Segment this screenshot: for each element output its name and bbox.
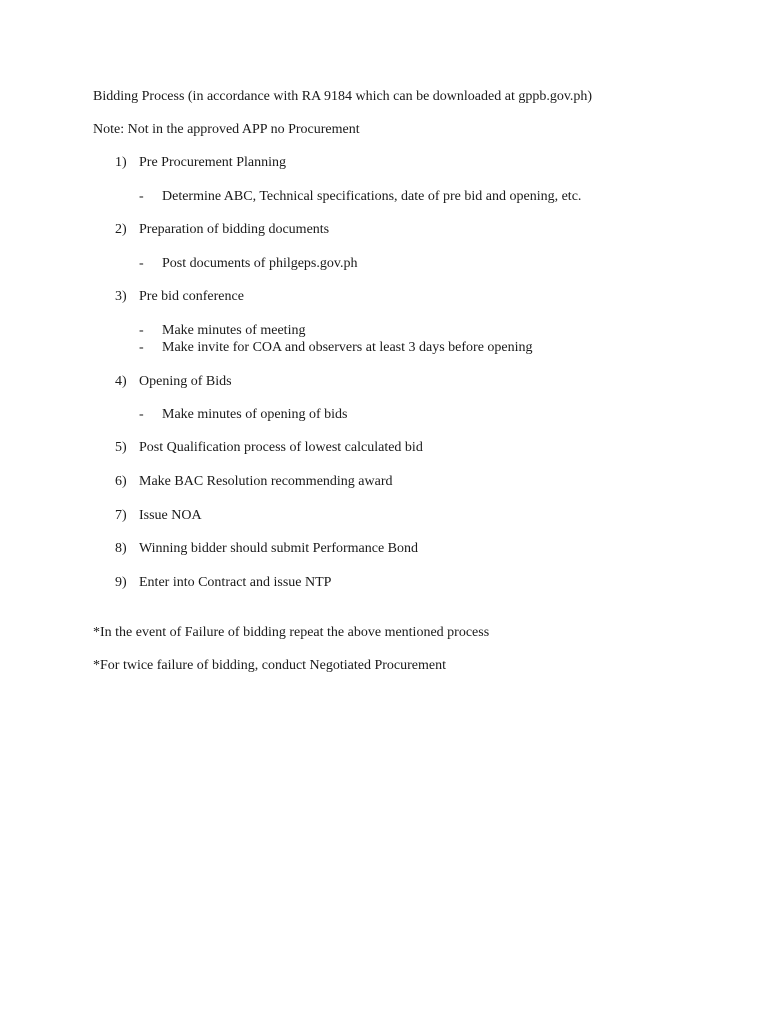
sub-item-text: Make invite for COA and observers at least 3 days before opening [162, 340, 533, 355]
bullet-dash: - [139, 323, 144, 338]
bullet-dash: - [139, 256, 144, 271]
sub-item-text: Make minutes of opening of bids [162, 407, 348, 422]
bullet-dash: - [139, 407, 144, 422]
step-number: 6) [115, 474, 127, 489]
step-text: Pre bid conference [139, 289, 244, 304]
sub-item-text: Make minutes of meeting [162, 323, 306, 338]
step-number: 8) [115, 541, 127, 556]
step-text: Pre Procurement Planning [139, 155, 286, 170]
step-number: 3) [115, 289, 127, 304]
footnote: *For twice failure of bidding, conduct Negotiated Procurement [93, 658, 447, 673]
bullet-dash: - [139, 340, 144, 355]
step-number: 1) [115, 155, 127, 170]
step-text: Preparation of bidding documents [139, 222, 330, 237]
step-text: Opening of Bids [139, 374, 232, 389]
sub-item-text: Determine ABC, Technical specifications, date of pre bid and opening, etc. [162, 189, 582, 204]
step-number: 5) [115, 440, 127, 455]
document-note: Note: Not in the approved APP no Procurement [93, 122, 360, 137]
step-number: 9) [115, 575, 127, 590]
footnote: *In the event of Failure of bidding repeat the above mentioned process [93, 625, 490, 640]
step-text: Post Qualification process of lowest calculated bid [139, 440, 423, 455]
step-text: Enter into Contract and issue NTP [139, 575, 332, 590]
step-text: Make BAC Resolution recommending award [139, 474, 393, 489]
step-text: Issue NOA [139, 508, 202, 523]
bullet-dash: - [139, 189, 144, 204]
step-text: Winning bidder should submit Performance Bond [139, 541, 419, 556]
sub-item-text: Post documents of philgeps.gov.ph [162, 256, 358, 271]
step-number: 4) [115, 374, 127, 389]
step-number: 7) [115, 508, 127, 523]
document-title: Bidding Process (in accordance with RA 9184 which can be downloaded at gppb.gov.ph) [93, 89, 593, 104]
step-number: 2) [115, 222, 127, 237]
